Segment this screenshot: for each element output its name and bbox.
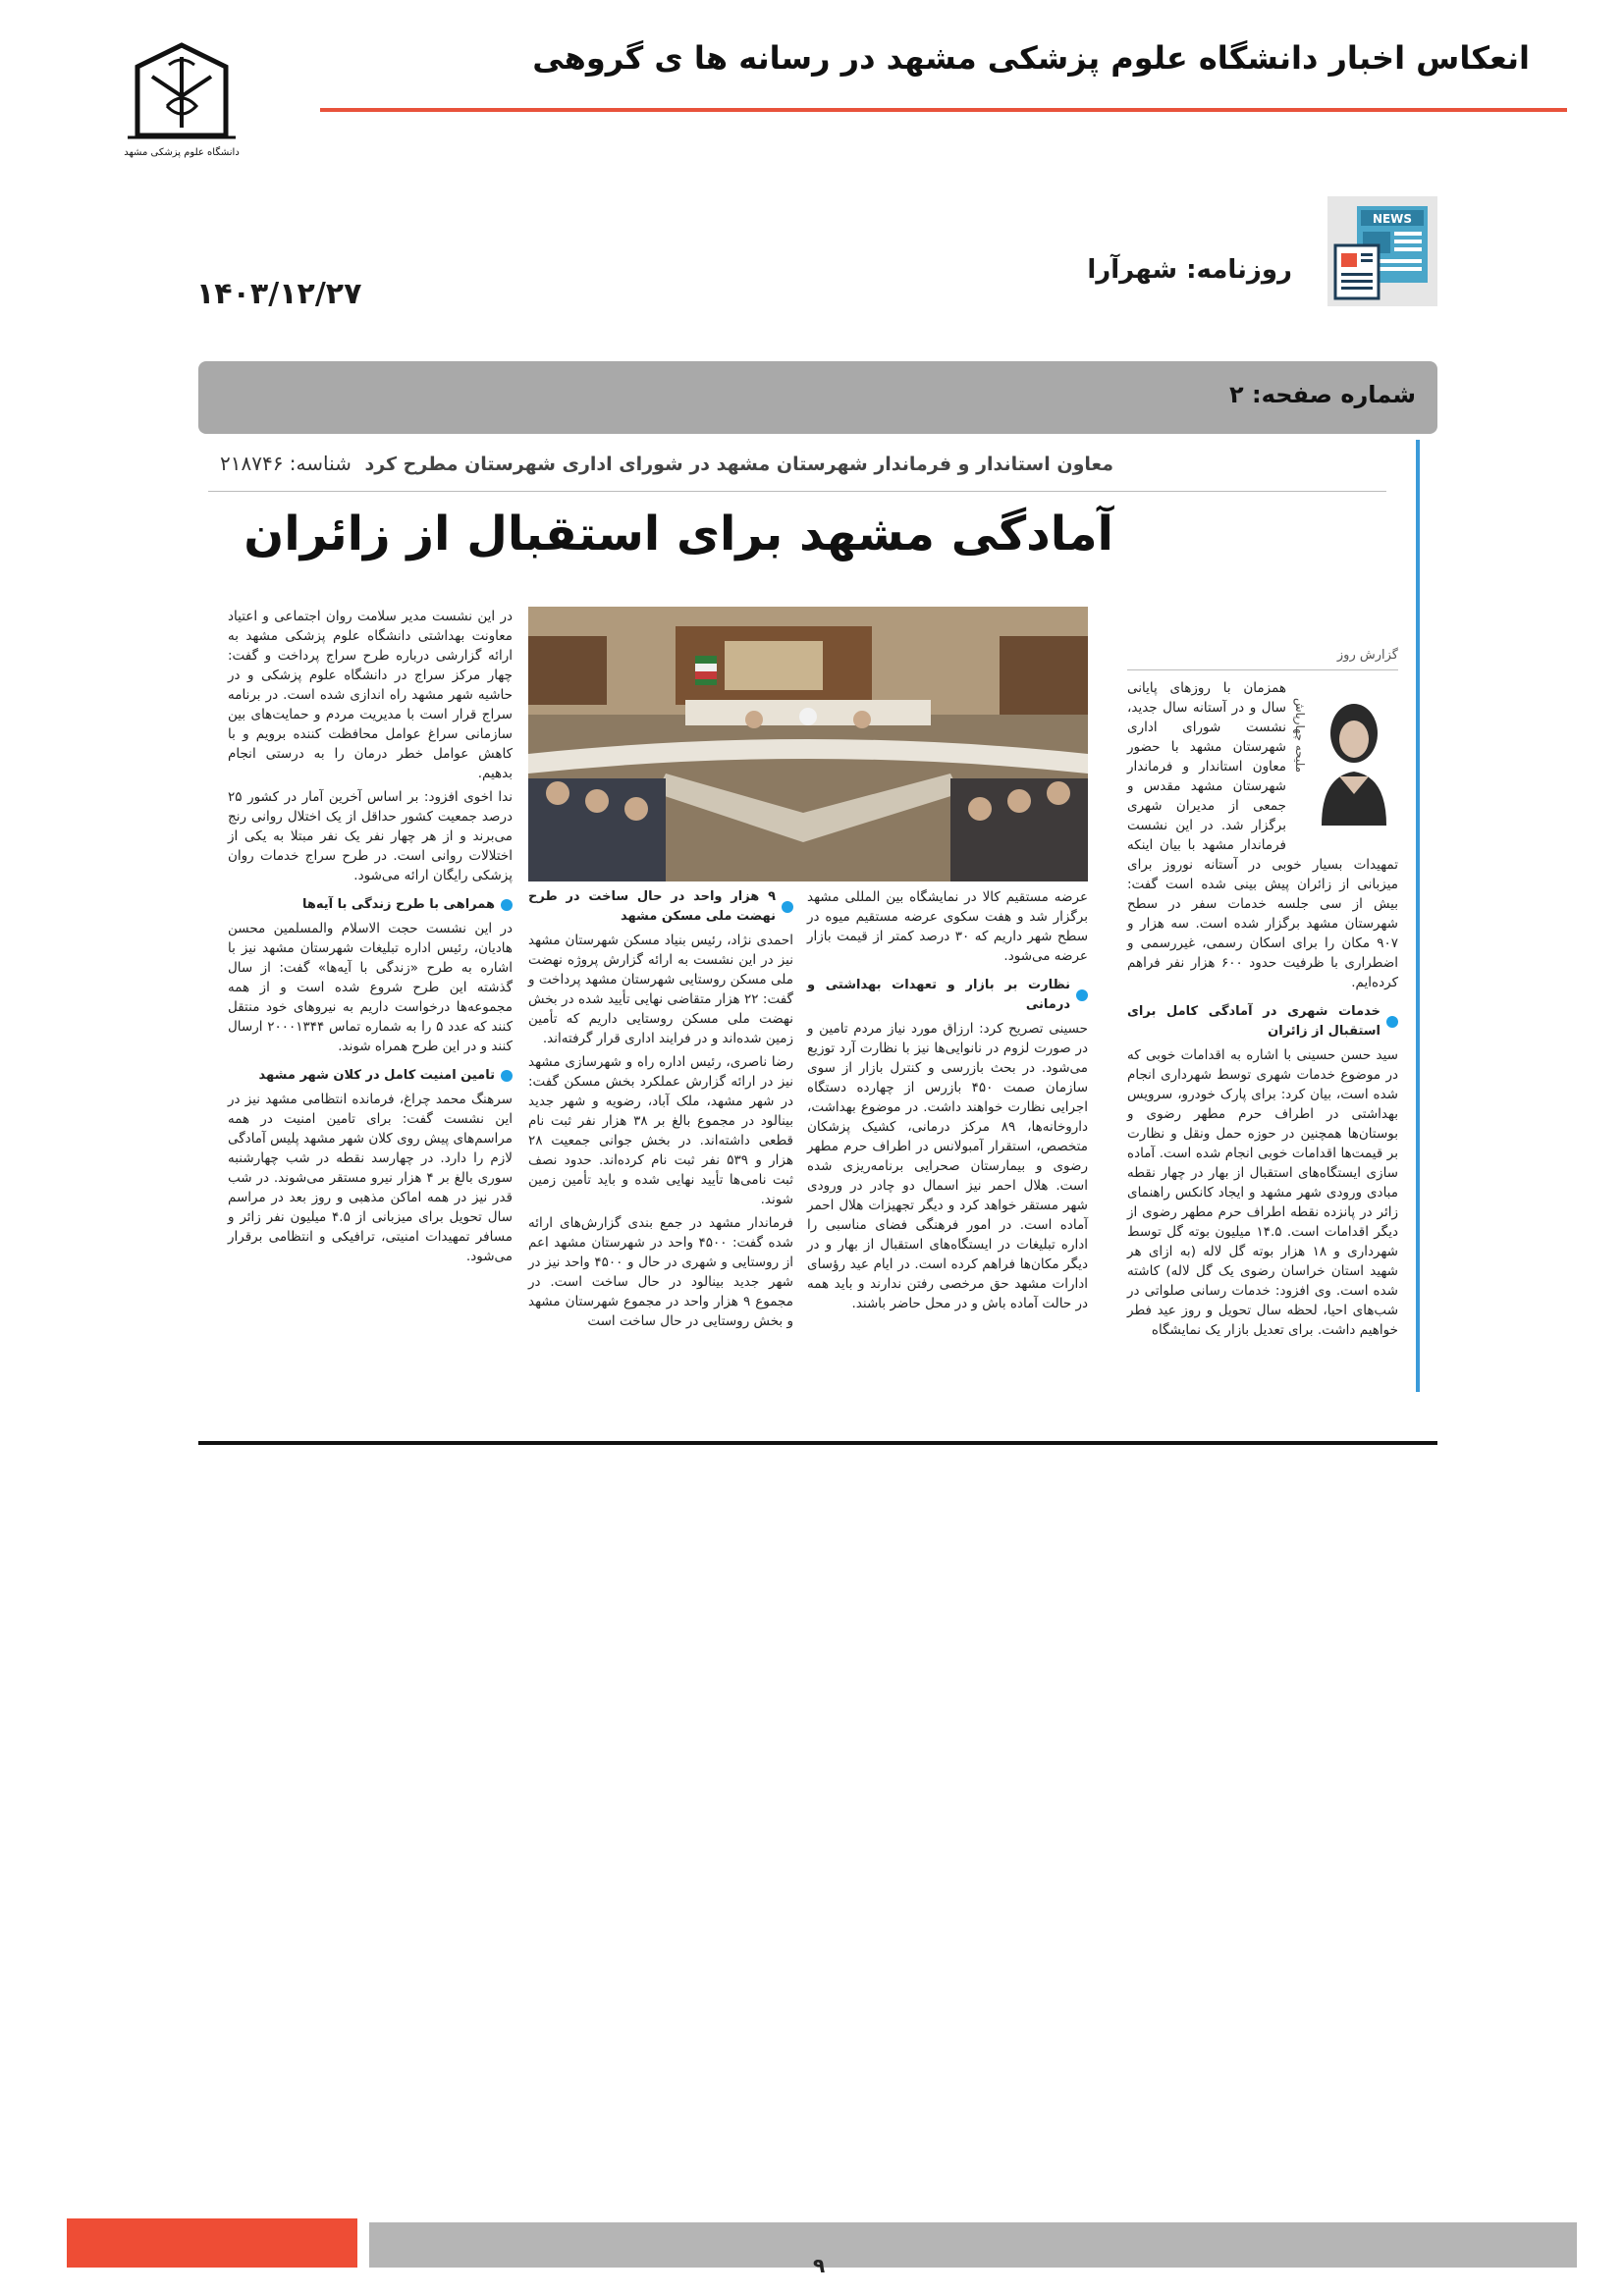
article-subtitle: معاون استاندار و فرماندار شهرستان مشهد در شورای اداری شهرستان مطرح کرد [364, 454, 1113, 475]
column-3-paragraph-3: فرماندار مشهد در جمع بندی گزارش‌های ارائه شده گفت: ۴۵۰۰ واحد در شهرستان مشهد اعم از روستایی و شهری در حال و ۴۵۰۰ واحد نیز در شهر جدید بینالود در حال ساخت است. در مجموع ۹ هزار واحد در مجموع شهرستان مشهد و بخش روستایی در حال ساخت است [528, 1215, 793, 1329]
university-logo-icon [118, 37, 245, 163]
page-number-bar [198, 361, 1437, 434]
header-divider [320, 108, 1567, 112]
article-clipping [198, 440, 1437, 1421]
column-1-paragraph-1: همزمان با روزهای پایانی سال و در آستانه سال جدید، نشست شورای اداری شهرستان مشهد با حضور معاون استاندار و فرماندار شهرستان مشهد مقدس و جمعی از مدیران شهری برگزار شد. در این نشست فرماندار مشهد با بیان اینکه تمهیدات بسیار خوبی در آستانه نوروز برای میزبانی از زائران پیش بینی شده است گفت: بیش از سی جلسه خدمات سفر در سطح شهرستان مشهد برگزار شده است. سه هزار و ۹۰۷ مکان را برای اسکان رسمی، غیررسمی و اضطراری با ظرفیت حدود ۶۰۰ هزار نفر فراهم کرده‌ایم. [1127, 680, 1398, 990]
footer-page-number: ۹ [813, 2254, 826, 2277]
column-2-paragraph-1: عرضه مستقیم کالا در نمایشگاه بین المللی مشهد برگزار شد و هفت سکوی عرضه مستقیم میوه در سطح شهر داریم که ۳۰ درصد کمتر از قیمت بازار عرضه می‌شود. [807, 889, 1089, 964]
article-column-4 [228, 607, 513, 1270]
column-1-subhead [1127, 1002, 1398, 1041]
bullet-dot-icon [1386, 1016, 1398, 1028]
bullet-dot-icon [1076, 989, 1088, 1001]
column-4-subhead-1 [228, 895, 513, 915]
column-1-paragraph-2: سید حسن حسینی با اشاره به اقدامات خوبی که در موضوع خدمات شهری توسط شهرداری انجام شده است، بیان کرد: برای پارک خودرو، سرویس بهداشتی در اطراف حرم مطهر رضوی و بوستان‌ها همچنین در حوزه حمل ونقل و نظارت بر قیمت‌ها اقدامات خوبی انجام شده است. آماده سازی ایستگاه‌های استقبال از بهار در چهار نقطه مبادی ورودی شهر مشهد و ایجاد کانکس راهنمای زائر در پانزده نقطه اطراف حرم مطهر رضوی از دیگر اقدامات است. ۱۴.۵ میلیون بوته گل توسط شهرداری و ۱۸ هزار بوته گل لاله (به ازای هر شهید استان خراسان رضوی یک گل لاله) کاشته شده است. وی افزود: خدمات رسانی صلواتی در شب‌های احیا، لحظه سال تحویل و روز عید فطر خواهیم داشت. برای تعدیل بازار یک نمایشگاه [1127, 1047, 1398, 1338]
article-column-3 [528, 887, 793, 1335]
reporter-portrait [1310, 678, 1398, 826]
article-column-2 [807, 887, 1088, 1317]
article-bottom-rule [198, 1441, 1437, 1445]
column-4-paragraph-3: در این نشست حجت الاسلام والمسلمین محسن هادیان، رئیس اداره تبلیغات شهرستان مشهد نیز با اشاره به طرح «زندگی با آیه‌ها» گفت: از سال گذشته این طرح شروع شده است و از همه مجموعه‌ها درخواست داریم به نیروهای خود منتقل کنند که عدد ۵ را به شماره تماس ۲۰۰۰۱۳۴۴ ارسال کنند و در این طرح همراه شوند. [228, 921, 513, 1054]
reporter-name: ملیحه چهارپاش [1293, 698, 1307, 774]
subtitle-divider [208, 491, 1386, 492]
footer-gray-bar [369, 2222, 1577, 2268]
svg-text:NEWS: NEWS [1372, 212, 1413, 226]
article-id: شناسه: ۲۱۸۷۴۶ [220, 452, 352, 475]
column-4-paragraph-1: در این نشست مدیر سلامت روان اجتماعی و اعتیاد معاونت بهداشتی دانشگاه علوم پزشکی مشهد به ارائه گزارشی درباره طرح سراج پرداخت و گفت: چهار مرکز سراج در دانشگاه علوم پزشکی و در حاشیه شهر مشهد راه اندازی شده است. در برنامه سراج قرار است با مدیریت مردم و حمایت‌های بین سازمانی سراغ عوامل محافظت کننده برویم و با کاهش عوامل خطر درمان را به درستی انجام بدهیم. [228, 609, 513, 781]
column-3-subhead-text: ۹ هزار واحد در حال ساخت در طرح نهضت ملی مسکن مشهد [528, 889, 776, 924]
bullet-dot-icon [782, 901, 793, 913]
column-4-subhead-1-text: همراهی با طرح زندگی با آیه‌ها [302, 897, 495, 912]
bullet-dot-icon [501, 1070, 513, 1082]
meeting-photo [528, 607, 1088, 881]
column-4-subhead-2 [228, 1066, 513, 1086]
column-2-subhead-text: نظارت بر بازار و تعهدات بهداشتی و درمانی [807, 978, 1070, 1012]
column-4-paragraph-4: سرهنگ محمد چراغ، فرمانده انتظامی مشهد نیز در این نشست گفت: برای تامین امنیت در همه مراسم‌های پیش روی کلان شهر مشهد پلیس آمادگی لازم را دارد. در چهارسد نقطه در شب چهارشنبه سوری بالغ بر ۴ هزار نیرو مستقر می‌شوند. در شب قدر نیز در همه اماکن مذهبی و روز بعد در مراسم سال تحویل برای میزبانی از ۴.۵ میلیون نفر زائر و مسافر تمهیدات امنیتی، ترافیکی و انتظامی برقرار می‌شود. [228, 1092, 514, 1264]
column-3-paragraph-2: رضا ناصری، رئیس اداره راه و شهرسازی مشهد نیز در ارائه گزارش عملکرد بخش مسکن گفت: در شهر مشهد، ملک آباد، رضویه و شهر جدید بینالود در مجموع بالغ بر ۳۸ هزار نفر ثبت نام قطعی داشته‌اند. در بخش جوانی جمعیت ۲۸ هزار و ۵۳۹ نفر ثبت نام کرده‌اند. حدود نصف ثبت نامی‌ها تأیید نهایی شده و باید تأمین زمین شوند. [528, 1054, 793, 1207]
article-headline: آمادگی مشهد برای استقبال از زائران [244, 507, 1113, 561]
article-side-rule [1416, 440, 1420, 1392]
publish-date: ۱۴۰۳/۱۲/۲۷ [196, 277, 362, 311]
page-number-label: شماره صفحه: ۲ [1229, 381, 1416, 408]
column-4-paragraph-2: ندا اخوی افزود: بر اساس آخرین آمار در کشور ۲۵ درصد جمعیت کشور حداقل از یک اختلال روانی رنج می‌برند و از هر چهار نفر یک نفر مبتلا به یکی از اختلالات روانی است. در طرح سراج خدمات روان پزشکی رایگان ارائه می‌شود. [228, 789, 513, 883]
logo-caption: دانشگاه علوم پزشکی مشهد [124, 147, 240, 158]
newspaper-icon [1327, 196, 1437, 306]
column-2-subhead [807, 976, 1088, 1015]
column-4-subhead-2-text: تامین امنیت کامل در کلان شهر مشهد [258, 1068, 495, 1083]
bullet-dot-icon [501, 899, 513, 911]
column-2-paragraph-2: حسینی تصریح کرد: ارزاق مورد نیاز مردم تامین و در صورت لزوم در نانوایی‌ها نیز با نظارت آرد توزیع می‌شود. در بحث بازرسی و کنترل بازار از سوی سازمان صمت ۴۵۰ بازرس از چهارده دستگاه اجرایی نظارت خواهند داشت. در موضوع بهداشت، داروخانه‌ها، ۸۹ مرکز درمانی، کشیک پزشکان متخصص، استقرار آمبولانس در اطراف حرم مطهر رضوی و بیمارستان صحرایی برنامه‌ریزی شده است. هلال احمر نیز اسمال دو چادر در ورودی شهر مستقر خواهد کرد و دیگر تجهیزات هلال احمر آماده است. در امور فرهنگی فضای مناسبی را اداره تبلیغات در ایستگاه‌های استقبال از بهار و در دیگر مکان‌ها فراهم کرده است. در ایام عید رؤسای ادارات مشهد حق مرخصی رفتن ندارند و باید همه در حالت آماده باش و در محل حاضر باشند. [807, 1021, 1089, 1311]
column-3-subhead [528, 887, 793, 927]
newspaper-name: روزنامه: شهرآرا [1087, 255, 1292, 285]
reporter-block [1294, 678, 1398, 855]
column-1-subhead-text: خدمات شهری در آمادگی کامل برای استقبال از زائران [1127, 1004, 1380, 1039]
report-label: گزارش روز [1127, 646, 1398, 670]
column-3-paragraph-1: احمدی نژاد، رئیس بنیاد مسکن شهرستان مشهد نیز در این نشست به ارائه گزارش پروژه نهضت ملی مسکن روستایی شهرستان مشهد پرداخت و گفت: ۲۲ هزار متقاضی نهایی تأیید شده در بخش نهضت ملی مسکن روستایی داریم که تأمین زمین شده‌اند و در فرایند اداری قرار گرفته‌اند. [528, 933, 793, 1046]
footer-accent-bar [67, 2218, 357, 2268]
article-column-1 [1127, 646, 1398, 1344]
header-title: انعکاس اخبار دانشگاه علوم پزشکی مشهد در رسانه ها ی گروهی [532, 39, 1530, 77]
